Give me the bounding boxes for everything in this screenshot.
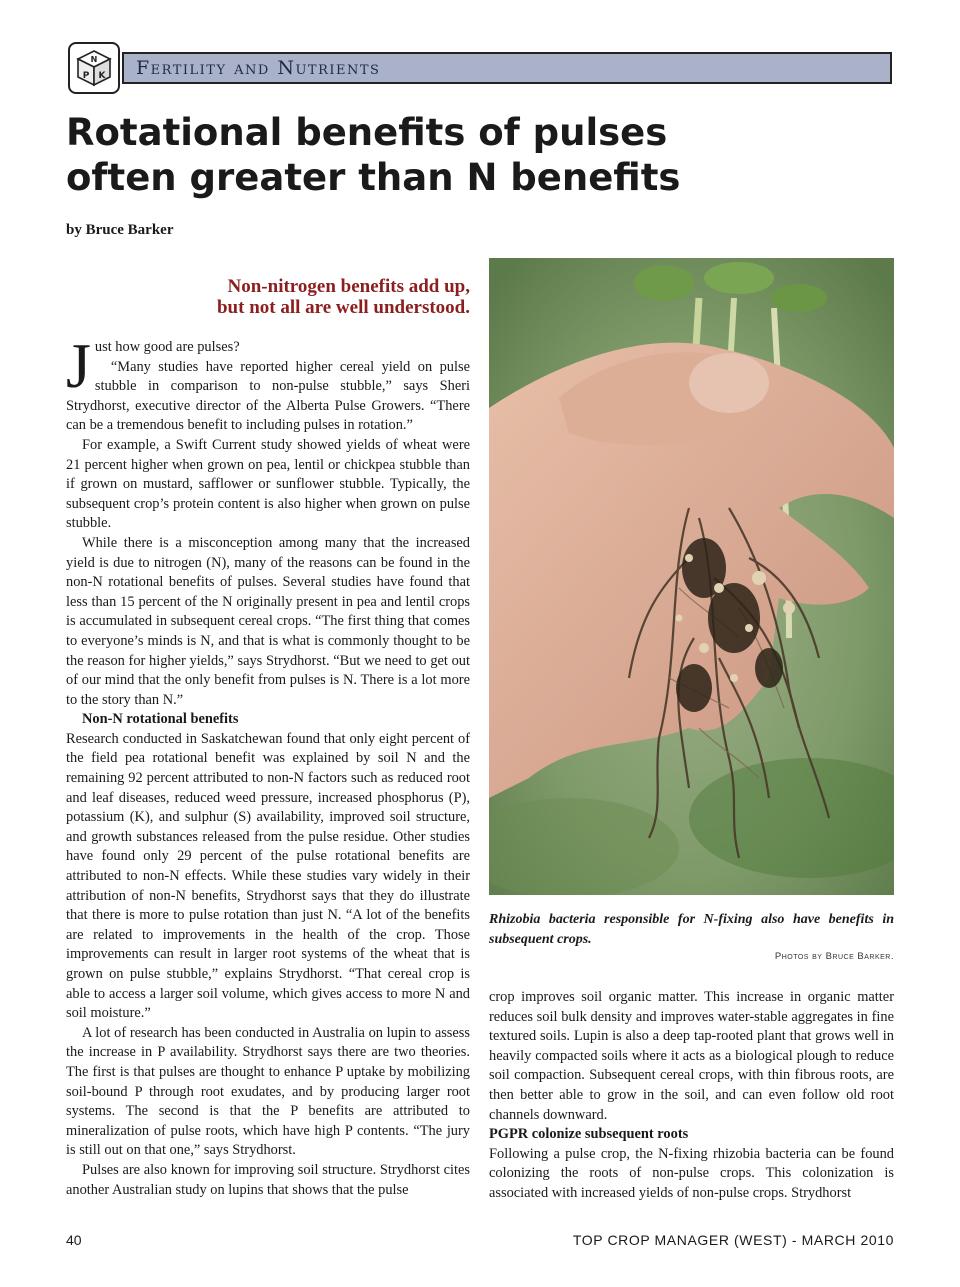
paragraph: While there is a misconception among many that the increased yield is due to nitrogen (N), many of the reasons can be found in the non-N rotational benefits of pulses. Several studies have found that less than 15 percent of the N originally present in pea and lentil crops is accumulated in subsequent cereal crops. “The first thing that comes to everyone’s minds is N, and that is what is commonly thought to be the reason for higher yields,” says Strydhorst. “But we need to get out of our mind that the only benefit from pulses is N. There is a lot more to the story than N.”	[66, 534, 470, 708]
logo-letter-k: K	[98, 71, 106, 81]
logo-letter-n: N	[90, 55, 98, 64]
photo-caption: Rhizobia bacteria responsible for N-fixing also have benefits in subsequent crops.	[489, 912, 894, 947]
article-title-line-1: Rotational benefits of pulses	[66, 111, 668, 154]
deck-line-1: Non-nitrogen benefits add up,	[227, 276, 470, 297]
page-number: 40	[66, 1232, 82, 1248]
publication-info: TOP CROP MANAGER (WEST) - MARCH 2010	[572, 1232, 894, 1248]
article-deck	[66, 276, 470, 318]
section-header	[68, 42, 894, 96]
subhead-non-n-benefits: Non-N rotational benefits	[82, 711, 239, 728]
section-strip	[122, 52, 892, 84]
byline: by Bruce Barker	[66, 222, 174, 238]
paragraph: For example, a Swift Current study showed yields of wheat were 21 percent higher when grown on pea, lentil or chickpea stubble than if grown on mustard, safflower or sunflower stubble. Typically, the subsequent crop’s protein content is also higher when grown on pulse stubble.	[66, 436, 470, 532]
paragraph: Research conducted in Saskatchewan found that only eight percent of the field pea rotational benefit was explained by soil N and the remaining 92 percent attributed to non-N factors such as reduced root and leaf diseases, reduced weed pressure, increased phosphorus (P), potassium (K), and sulphur (S) availability, improved soil structure, and growth substances released from the pulse residue. Other studies have found only 29 percent of the pulse rotational benefits are attributed to non-N effects. While these studies vary widely in their attribution of non-N benefits, Strydhorst says that they do illustrate that there is more to pulse rotation than just N. “A lot of the benefits are related to improvements in the health of the crop. Those improvements can result in larger root systems of the wheat that is grown on pulse stubble,” explains Strydhorst. “That cereal crop is able to access a larger soil volume, which gives access to more N and soil moisture.”	[66, 730, 470, 1022]
paragraph: “Many studies have reported higher cereal yield on pulse stubble in comparison to non-pulse stubble,” says Sheri Strydhorst, executive director of the Alberta Pulse Growers. “There can be a tremendous benefit to including pulses in rotation.”	[66, 358, 470, 434]
right-column	[489, 988, 894, 1204]
article-title	[66, 110, 866, 200]
section-label: Fertility and Nutrients	[136, 57, 381, 79]
deck-line-2: but not all are well understood.	[216, 297, 470, 318]
photo-hand-with-roots	[489, 258, 894, 895]
left-column	[66, 330, 470, 1200]
paragraph: Following a pulse crop, the N-fixing rhizobia bacteria can be found colonizing the roots of non-pulse crops. This colonization is associated with increased yields of non-pulse crops. Strydhorst	[489, 1145, 894, 1201]
paragraph: Pulses are also known for improving soil structure. Strydhorst cites another Australian study on lupins that shows that the pulse	[66, 1161, 470, 1198]
logo-letter-p: P	[82, 71, 90, 81]
npk-cube-logo	[68, 42, 120, 94]
paragraph: A lot of research has been conducted in Australia on lupin to assess the increase in P availability. Strydhorst says there are two theories. The first is that pulses are thought to enhance P uptake by mobilizing soil-bound P through root exudates, and by producing larger root systems. The second is that the P benefits are attributed to mineralization of pulse roots, which have high P contents. “The jury is still out on that one,” says Strydhorst.	[66, 1024, 470, 1159]
paragraph: crop improves soil organic matter. This increase in organic matter reduces soil bulk density and improves water-stable aggregates in fine textured soils. Lupin is also a deep tap-rooted plant that grows well in heavily compacted soils where it acts as a biological plough to reduce soil compaction. Subsequent cereal crops, with thin fibrous roots, are then better able to grow in the soil, and can even follow old root channels downward.	[489, 989, 894, 1123]
paragraph-text: ust how good are pulses?	[94, 339, 240, 355]
photo-credit: Photos by Bruce Barker.	[774, 951, 894, 962]
drop-cap: J	[66, 330, 91, 401]
subhead-pgpr: PGPR colonize subsequent roots	[489, 1126, 689, 1143]
hand-roots-image	[489, 258, 894, 895]
cube-icon	[74, 48, 114, 88]
article-title-line-2: often greater than N benefits	[66, 156, 681, 199]
